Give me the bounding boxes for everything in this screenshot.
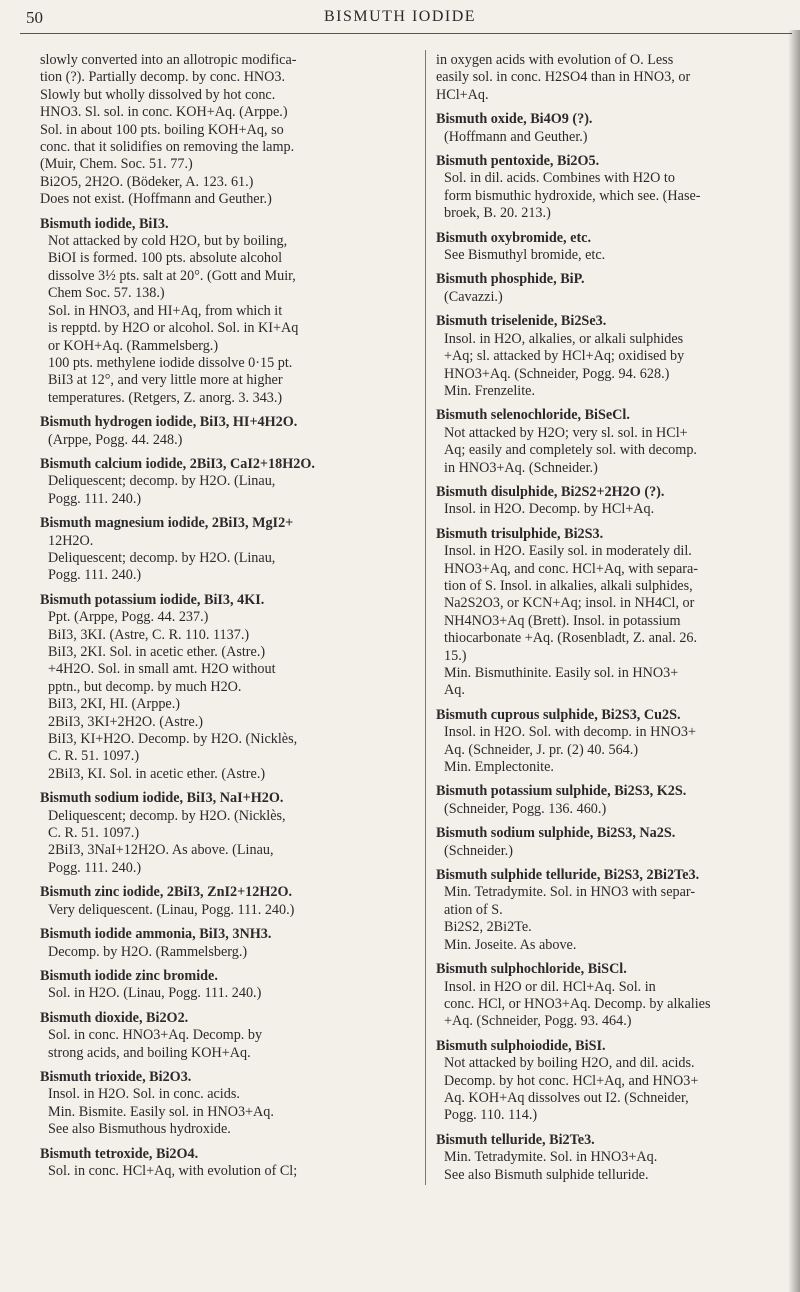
entry-line: Insol. in H2O, alkalies, or alkali sulphides bbox=[444, 330, 684, 347]
entry-line: Deliquescent; decomp. by H2O. (Linau, bbox=[48, 549, 276, 566]
entry-line: Sol. in H2O. (Linau, Pogg. 111. 240.) bbox=[48, 985, 262, 1002]
entry bbox=[40, 592, 420, 783]
entry bbox=[436, 111, 796, 146]
entry-line: 100 pts. methylene iodide dissolve 0·15 pt. bbox=[48, 354, 293, 371]
entry bbox=[436, 707, 796, 777]
entry-line: form bismuthic hydroxide, which see. (Hase- bbox=[444, 187, 701, 204]
entry-heading: Bismuth potassium iodide, BiI3, 4KI. bbox=[40, 591, 265, 608]
entry-heading: Bismuth sodium iodide, BiI3, NaI+H2O. bbox=[40, 790, 284, 807]
entry-line: (Arppe, Pogg. 44. 248.) bbox=[48, 431, 183, 448]
entry bbox=[40, 884, 420, 919]
entry-line: Min. Joseite. As above. bbox=[444, 936, 577, 953]
entry-line: (Muir, Chem. Soc. 51. 77.) bbox=[40, 156, 193, 173]
page-edge-shadow bbox=[788, 30, 800, 1292]
entry-heading: Bismuth sulphide telluride, Bi2S3, 2Bi2Te3. bbox=[436, 867, 700, 884]
running-head: BISMUTH IODIDE bbox=[323, 8, 477, 25]
entry-line: is repptd. by H2O or alcohol. Sol. in KI+Aq bbox=[48, 320, 299, 337]
entry-line: Pogg. 111. 240.) bbox=[48, 567, 142, 584]
entry-line: Sol. in about 100 pts. boiling KOH+Aq, so bbox=[40, 121, 284, 138]
entry-heading: Bismuth magnesium iodide, 2BiI3, MgI2+ bbox=[40, 515, 294, 532]
entry-line: Sol. in conc. HNO3+Aq. Decomp. by bbox=[48, 1027, 263, 1044]
entry-line: Slowly but wholly dissolved by hot conc. bbox=[40, 86, 276, 103]
entry-line: Aq. bbox=[444, 682, 465, 699]
entry bbox=[436, 1038, 796, 1125]
entry-line: strong acids, and boiling KOH+Aq. bbox=[48, 1044, 251, 1061]
header-rule bbox=[20, 33, 792, 34]
entry-line: ation of S. bbox=[444, 901, 503, 918]
entry-line: Sol. in conc. HCl+Aq, with evolution of Cl; bbox=[48, 1162, 298, 1179]
entry-heading: Bismuth iodide ammonia, BiI3, 3NH3. bbox=[40, 926, 272, 943]
entry-line: Insol. in H2O. Decomp. by HCl+Aq. bbox=[444, 501, 655, 518]
entry-line: broek, B. 20. 213.) bbox=[444, 205, 551, 222]
entry-heading: Bismuth oxide, Bi4O9 (?). bbox=[436, 111, 593, 128]
entry-heading: Bismuth dioxide, Bi2O2. bbox=[40, 1009, 189, 1026]
entry-line: Not attacked by boiling H2O, and dil. acids. bbox=[444, 1055, 695, 1072]
entry-line: Deliquescent; decomp. by H2O. (Nicklès, bbox=[48, 807, 286, 824]
entry-line: temperatures. (Retgers, Z. anorg. 3. 343.) bbox=[48, 389, 283, 406]
entry-heading: Bismuth triselenide, Bi2Se3. bbox=[436, 313, 607, 330]
entry-line: Pogg. 111. 240.) bbox=[48, 490, 142, 507]
entry-line: HNO3+Aq. (Schneider, Pogg. 94. 628.) bbox=[444, 365, 670, 382]
entry-line: Aq. (Schneider, J. pr. (2) 40. 564.) bbox=[444, 741, 639, 758]
entry-line: 2BiI3, KI. Sol. in acetic ether. (Astre.) bbox=[48, 765, 266, 782]
entry-line: BiOI is formed. 100 pts. absolute alcohol bbox=[48, 250, 283, 267]
entry bbox=[40, 1069, 420, 1139]
entry bbox=[40, 414, 420, 449]
entry-line: Pogg. 110. 114.) bbox=[444, 1107, 538, 1124]
entry-line: 2BiI3, 3NaI+12H2O. As above. (Linau, bbox=[48, 842, 274, 859]
entry-heading: Bismuth trisulphide, Bi2S3. bbox=[436, 525, 604, 542]
entry-line: +4H2O. Sol. in small amt. H2O without bbox=[48, 661, 276, 678]
entry-line: +Aq; sl. attacked by HCl+Aq; oxidised by bbox=[444, 348, 685, 365]
entry-line: Not attacked by H2O; very sl. sol. in HCl+ bbox=[444, 424, 688, 441]
entry-line: 12H2O. bbox=[48, 532, 94, 549]
entry-line: Insol. in H2O. Sol. with decomp. in HNO3+ bbox=[444, 724, 696, 741]
entry-line: HNO3+Aq, and conc. HCl+Aq, with separa- bbox=[444, 560, 698, 577]
entry-line: Bi2O5, 2H2O. (Bödeker, A. 123. 61.) bbox=[40, 173, 254, 190]
entry bbox=[436, 526, 796, 700]
entry-line: Min. Frenzelite. bbox=[444, 382, 536, 399]
entry-line: Chem Soc. 57. 138.) bbox=[48, 285, 165, 302]
page-number: 50 bbox=[26, 8, 43, 27]
entry-line: BiI3 at 12°, and very little more at higher bbox=[48, 372, 283, 389]
entry-line: BiI3, 2KI. Sol. in acetic ether. (Astre.) bbox=[48, 644, 266, 660]
entry-line: HNO3. Sl. sol. in conc. KOH+Aq. (Arppe.) bbox=[40, 104, 288, 121]
entry bbox=[436, 52, 796, 104]
entry-line: tion (?). Partially decomp. by conc. HNO3. bbox=[40, 69, 286, 86]
entry-heading: Bismuth sulphoiodide, BiSI. bbox=[436, 1037, 606, 1054]
entry-line: (Schneider.) bbox=[444, 842, 513, 859]
entry-heading: Bismuth zinc iodide, 2BiI3, ZnI2+12H2O. bbox=[40, 884, 293, 901]
entry-heading: Bismuth trioxide, Bi2O3. bbox=[40, 1068, 192, 1085]
entry-heading: Bismuth calcium iodide, 2BiI3, CaI2+18H2O. bbox=[40, 455, 315, 472]
entry-line: Min. Tetradymite. Sol. in HNO3 with separ- bbox=[444, 884, 696, 901]
entry-line: Does not exist. (Hoffmann and Geuther.) bbox=[40, 191, 272, 208]
entry-line: (Schneider, Pogg. 136. 460.) bbox=[444, 800, 607, 817]
entry-line: pptn., but decomp. by much H2O. bbox=[48, 678, 242, 695]
entry bbox=[436, 271, 796, 306]
entry-line: Min. Bismuthinite. Easily sol. in HNO3+ bbox=[444, 665, 679, 681]
entry bbox=[436, 961, 796, 1031]
entry bbox=[436, 1132, 796, 1184]
entry bbox=[40, 968, 420, 1003]
left-column bbox=[40, 52, 420, 1187]
entry-line: 2BiI3, 3KI+2H2O. (Astre.) bbox=[48, 713, 203, 730]
entry-line: Not attacked by cold H2O, but by boiling, bbox=[48, 233, 288, 250]
entry bbox=[40, 790, 420, 877]
entry bbox=[436, 313, 796, 400]
right-column bbox=[436, 52, 796, 1191]
entry-heading: Bismuth hydrogen iodide, BiI3, HI+4H2O. bbox=[40, 414, 298, 431]
entry-heading: Bismuth cuprous sulphide, Bi2S3, Cu2S. bbox=[436, 706, 681, 723]
entry-heading: Bismuth selenochloride, BiSeCl. bbox=[436, 407, 630, 424]
entry-heading: Bismuth sulphochloride, BiSCl. bbox=[436, 961, 627, 978]
entry-line: Min. Emplectonite. bbox=[444, 759, 554, 776]
entry-line: conc. HCl, or HNO3+Aq. Decomp. by alkalies bbox=[444, 995, 711, 1012]
entry-line: Bi2S2, 2Bi2Te. bbox=[444, 919, 532, 936]
entry bbox=[436, 825, 796, 860]
entry-heading: Bismuth iodide, BiI3. bbox=[40, 215, 169, 232]
entry-heading: Bismuth pentoxide, Bi2O5. bbox=[436, 153, 600, 170]
entry-line: Insol. in H2O. Sol. in conc. acids. bbox=[48, 1086, 240, 1103]
entry-heading: Bismuth telluride, Bi2Te3. bbox=[436, 1131, 595, 1148]
entry bbox=[436, 407, 796, 477]
entry-line: Deliquescent; decomp. by H2O. (Linau, bbox=[48, 473, 276, 490]
entry-heading: Bismuth iodide zinc bromide. bbox=[40, 967, 218, 984]
entry-line: Very deliquescent. (Linau, Pogg. 111. 240.) bbox=[48, 901, 295, 918]
entry-line: conc. that it solidifies on removing the lamp. bbox=[40, 139, 295, 156]
entry-line: or KOH+Aq. (Rammelsberg.) bbox=[48, 337, 219, 354]
entry-line: Min. Tetradymite. Sol. in HNO3+Aq. bbox=[444, 1149, 658, 1166]
entry bbox=[40, 52, 420, 209]
entry-line: 15.) bbox=[444, 647, 467, 664]
entry-line: Insol. in H2O or dil. HCl+Aq. Sol. in bbox=[444, 978, 656, 995]
entry-line: slowly converted into an allotropic modifica- bbox=[40, 52, 297, 68]
entry-line: Pogg. 111. 240.) bbox=[48, 859, 142, 876]
entry-heading: Bismuth phosphide, BiP. bbox=[436, 271, 585, 288]
entry-line: Sol. in HNO3, and HI+Aq, from which it bbox=[48, 302, 283, 319]
entry bbox=[40, 515, 420, 585]
entry-line: Aq. KOH+Aq dissolves out I2. (Schneider, bbox=[444, 1089, 689, 1106]
entry-line: NH4NO3+Aq (Brett). Insol. in potassium bbox=[444, 612, 681, 629]
entry-line: See also Bismuthous hydroxide. bbox=[48, 1121, 231, 1138]
entry-line: easily sol. in conc. H2SO4 than in HNO3, or bbox=[436, 69, 691, 86]
entry-heading: Bismuth sodium sulphide, Bi2S3, Na2S. bbox=[436, 825, 676, 842]
entry-line: in HNO3+Aq. (Schneider.) bbox=[444, 459, 598, 476]
entry-line: BiI3, 3KI. (Astre, C. R. 110. 1137.) bbox=[48, 626, 250, 643]
entry-line: See also Bismuth sulphide telluride. bbox=[444, 1166, 649, 1183]
entry-line: Decomp. by H2O. (Rammelsberg.) bbox=[48, 943, 248, 960]
entry-line: Decomp. by hot conc. HCl+Aq, and HNO3+ bbox=[444, 1072, 699, 1089]
entry bbox=[40, 926, 420, 961]
entry-heading: Bismuth oxybromide, etc. bbox=[436, 229, 592, 246]
entry bbox=[436, 867, 796, 954]
entry-line: Aq; easily and completely sol. with decomp. bbox=[444, 442, 697, 459]
entry-line: Sol. in dil. acids. Combines with H2O to bbox=[444, 170, 675, 187]
entry bbox=[40, 1146, 420, 1181]
entry bbox=[40, 456, 420, 508]
entry-line: HCl+Aq. bbox=[436, 86, 489, 103]
entry-line: C. R. 51. 1097.) bbox=[48, 825, 140, 842]
entry bbox=[436, 783, 796, 818]
entry bbox=[436, 153, 796, 223]
entry-line: +Aq. (Schneider, Pogg. 93. 464.) bbox=[444, 1013, 632, 1030]
entry-line: BiI3, 2KI, HI. (Arppe.) bbox=[48, 696, 180, 713]
entry-line: dissolve 3½ pts. salt at 20°. (Gott and Muir, bbox=[48, 267, 296, 284]
entry-line: See Bismuthyl bromide, etc. bbox=[444, 247, 606, 264]
entry-heading: Bismuth disulphide, Bi2S2+2H2O (?). bbox=[436, 483, 665, 500]
entry-line: thiocarbonate +Aq. (Rosenbladt, Z. anal. 26. bbox=[444, 630, 698, 647]
entry-heading: Bismuth tetroxide, Bi2O4. bbox=[40, 1145, 199, 1162]
entry-line: Min. Bismite. Easily sol. in HNO3+Aq. bbox=[48, 1103, 274, 1120]
entry-line: BiI3, KI+H2O. Decomp. by H2O. (Nicklès, bbox=[48, 731, 298, 748]
entry-line: Insol. in H2O. Easily sol. in moderately dil. bbox=[444, 543, 692, 560]
entry-line: Na2S2O3, or KCN+Aq; insol. in NH4Cl, or bbox=[444, 595, 695, 612]
entry bbox=[436, 230, 796, 265]
entry bbox=[40, 216, 420, 407]
entry-line: in oxygen acids with evolution of O. Less bbox=[436, 52, 674, 68]
entry-line: tion of S. Insol. in alkalies, alkali sulphides, bbox=[444, 577, 693, 594]
entry-line: Ppt. (Arppe, Pogg. 44. 237.) bbox=[48, 609, 209, 626]
entry-heading: Bismuth potassium sulphide, Bi2S3, K2S. bbox=[436, 783, 687, 800]
entry bbox=[436, 484, 796, 519]
entry-line: (Cavazzi.) bbox=[444, 288, 503, 305]
column-divider bbox=[425, 50, 426, 1185]
entry bbox=[40, 1010, 420, 1062]
entry-line: C. R. 51. 1097.) bbox=[48, 748, 140, 765]
entry-line: (Hoffmann and Geuther.) bbox=[444, 128, 588, 145]
